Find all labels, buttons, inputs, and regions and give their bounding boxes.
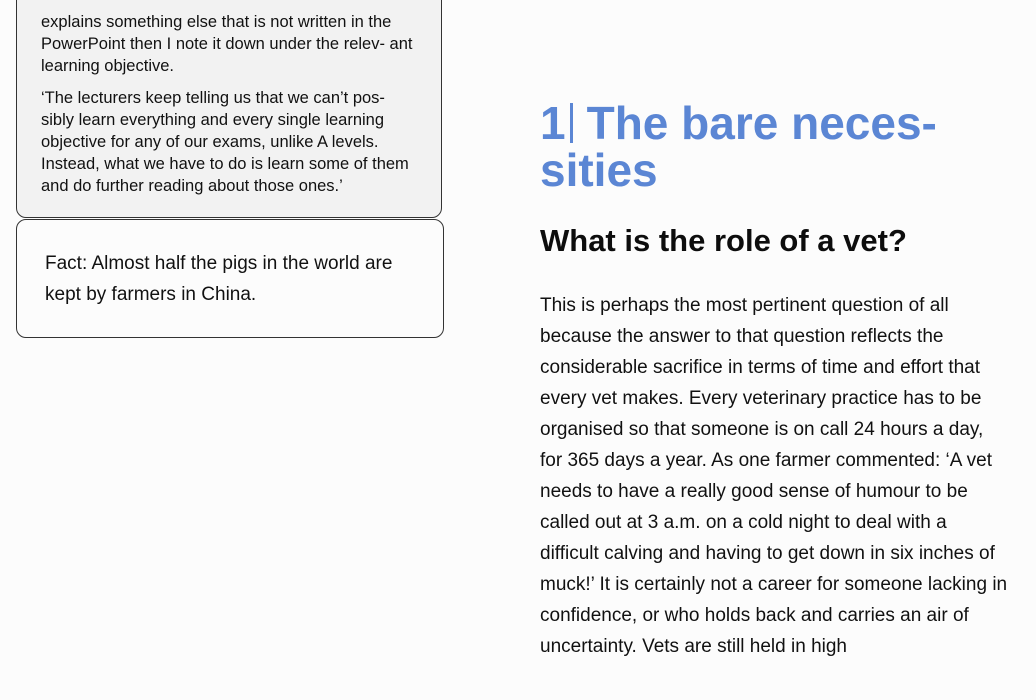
chapter-title [540,97,1000,196]
student-quote-box [16,0,442,218]
quote-paragraph-2: ‘The lecturers keep telling us that we can’t pos- sibly learn everything and every single learning objective for any of our exams, unlike A levels. Instead, what we have to do is learn some of them and do further reading about those ones.’ [41,89,409,195]
body-paragraph: This is perhaps the most pertinent question of all because the answer to that question reflects the considerable sacrifice in terms of time and effort that every vet makes. Every veterinary practice has to be organised so that someone is on call 24 hours a day, for 365 days a year. As one farmer commented: ‘A vet needs to have a really good sense of humour to be called out at 3 a.m. on a cold night to deal with a difficult calving and having to get down in six inches of muck!’ It is certainly not a career for someone lacking in confidence, or who holds back and carries an air of uncertainty. Vets are still held in high [540,295,1008,657]
fact-text: Fact: Almost half the pigs in the world are kept by farmers in China. [45,253,393,305]
fact-box [16,219,444,338]
section-heading: What is the role of a vet? [540,223,907,258]
chapter-divider-bar [570,103,573,143]
chapter-title-text: The bare neces- sities [540,97,937,196]
quote-paragraph-1: explains something else that is not written in the PowerPoint then I note it down under the relev- ant learning objective. [41,13,413,75]
chapter-number: 1 [540,97,566,149]
